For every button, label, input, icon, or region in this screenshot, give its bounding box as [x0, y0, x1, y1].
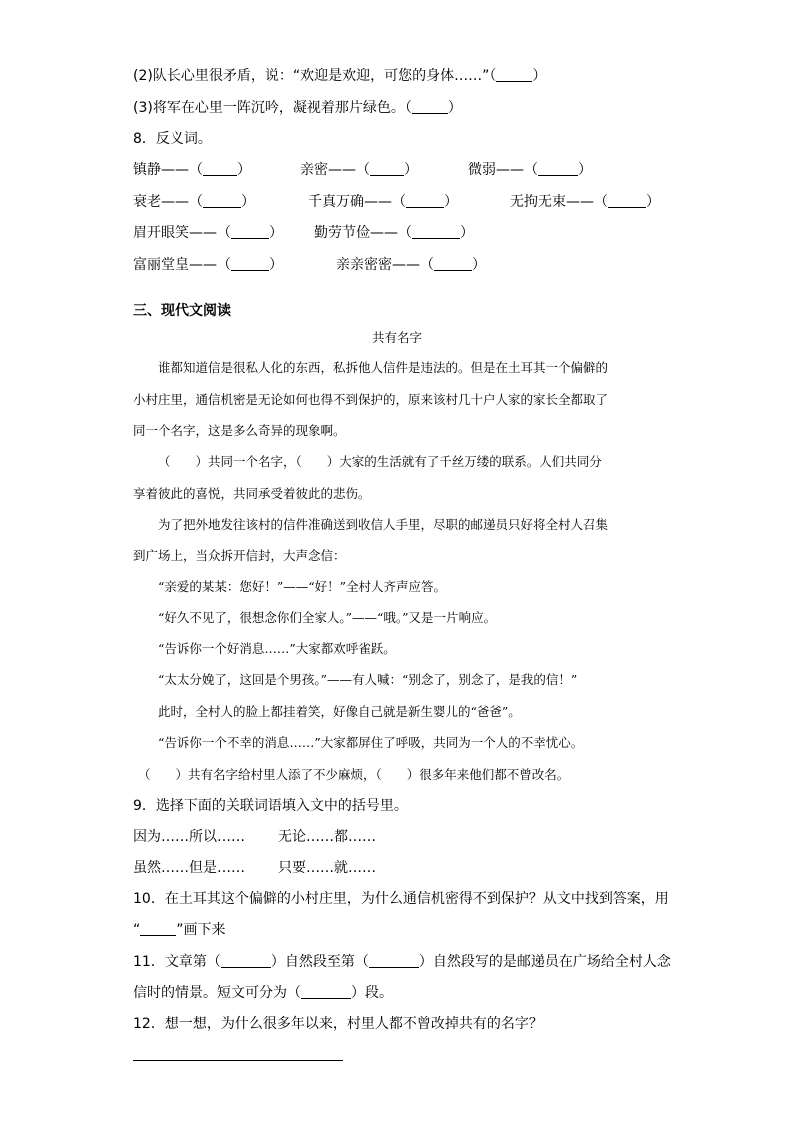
answer-blank[interactable]: [231, 224, 269, 239]
conjunction-option: 只要……就……: [278, 860, 376, 876]
q11-line: 信时的情景。短文可分为（ ）段。: [133, 985, 393, 1001]
article-title: 共有名字: [371, 330, 422, 345]
answer-blank[interactable]: [538, 161, 578, 176]
answer-blank[interactable]: [496, 67, 532, 82]
section-title: 三、现代文阅读: [133, 303, 231, 319]
article-line: （ ）共同一个名字，（ ）大家的生活就有了千丝万缕的联系。人们共同分: [158, 454, 602, 469]
antonym-item: 勤劳节俭——（ ）: [314, 225, 474, 241]
q9-title: 9．选择下面的关联词语填入文中的括号里。: [133, 798, 408, 814]
article-line: 到广场上，当众拆开信封，大声念信：: [133, 548, 346, 563]
antonym-item: 眉开眼笑——（ ）: [133, 225, 283, 241]
article-line: 享着彼此的喜悦，共同承受着彼此的悲伤。: [133, 486, 371, 501]
q10-line: “ ”画下来: [133, 922, 226, 938]
antonym-item: 微弱——（ ）: [468, 162, 592, 178]
q12-line: 12．想一想，为什么很多年以来，村里人都不曾改掉共有的名字？: [133, 1016, 543, 1032]
answer-blank[interactable]: [140, 921, 176, 936]
answer-blank[interactable]: [301, 984, 351, 999]
answer-blank[interactable]: [434, 256, 472, 271]
article-line: 同一个名字，这是多么奇异的现象啊。: [133, 423, 346, 438]
answer-blank[interactable]: [231, 256, 269, 271]
antonym-item: 亲亲密密——（ ）: [336, 257, 486, 273]
conjunction-option: 因为……所以……: [133, 829, 245, 845]
article-line: “太太分娩了，这回是个男孩。”——有人喊：“别念了，别念了，是我的信！”: [158, 672, 578, 687]
article-line: 此时，全村人的脸上都挂着笑，好像自己就是新生婴儿的“爸爸”。: [158, 704, 521, 719]
q10-line: 10．在土耳其这个偏僻的小村庄里，为什么通信机密得不到保护？从文中找到答案，用: [133, 891, 669, 907]
antonym-item: 镇静——（ ）: [133, 162, 251, 178]
answer-blank[interactable]: [406, 193, 444, 208]
antonym-item: 衰老——（ ）: [133, 194, 255, 210]
answer-blank[interactable]: [221, 953, 271, 968]
article-line: “好久不见了，很想念你们全家人。”——“哦。”又是一片响应。: [158, 610, 497, 625]
answer-blank[interactable]: [203, 161, 237, 176]
article-line: 为了把外地发往该村的信件准确送到收信人手里，尽职的邮递员只好将全村人召集: [158, 517, 609, 532]
antonym-item: 富丽堂皇——（ ）: [133, 257, 283, 273]
answer-blank[interactable]: [412, 224, 460, 239]
conjunction-option: 虽然……但是……: [133, 860, 245, 876]
article-line: “告诉你一个好消息……”大家都欢呼雀跃。: [158, 641, 396, 656]
q11-line: 11．文章第（ ）自然段至第（ ）自然段写的是邮递员在广场给全村人念: [133, 954, 671, 970]
answer-blank[interactable]: [608, 193, 646, 208]
answer-line[interactable]: [133, 1060, 343, 1061]
q7-item-3: (3)将军在心里一阵沉吟，凝视着那片绿色。（ ）: [133, 100, 462, 116]
article-line: （ ）共有名字给村里人添了不少麻烦，（ ）很多年来他们都不曾改名。: [138, 767, 570, 782]
q7-item-2: (2)队长心里很矛盾，说：“欢迎是欢迎，可您的身体……”（ ）: [133, 68, 547, 84]
conjunction-option: 无论……都……: [278, 829, 376, 845]
article-line: 谁都知道信是很私人化的东西，私拆他人信件是违法的。但是在土耳其一个偏僻的: [158, 360, 609, 375]
antonym-item: 亲密——（ ）: [300, 162, 418, 178]
antonym-item: 无拘无束——（ ）: [510, 194, 660, 210]
article-line: “告诉你一个不幸的消息……”大家都屏住了呼吸，共同为一个人的不幸忧心。: [158, 735, 584, 750]
answer-blank[interactable]: [412, 99, 448, 114]
q8-title: 8．反义词。: [133, 131, 212, 147]
antonym-item: 千真万确——（ ）: [308, 194, 458, 210]
article-line: “亲爱的某某：您好！”——“好！”全村人齐声应答。: [158, 579, 447, 594]
answer-blank[interactable]: [370, 161, 404, 176]
article-line: 小村庄里，通信机密是无论如何也得不到保护的，原来该村几十户人家的家长全都取了: [133, 392, 609, 407]
answer-blank[interactable]: [369, 953, 419, 968]
answer-blank[interactable]: [203, 193, 241, 208]
